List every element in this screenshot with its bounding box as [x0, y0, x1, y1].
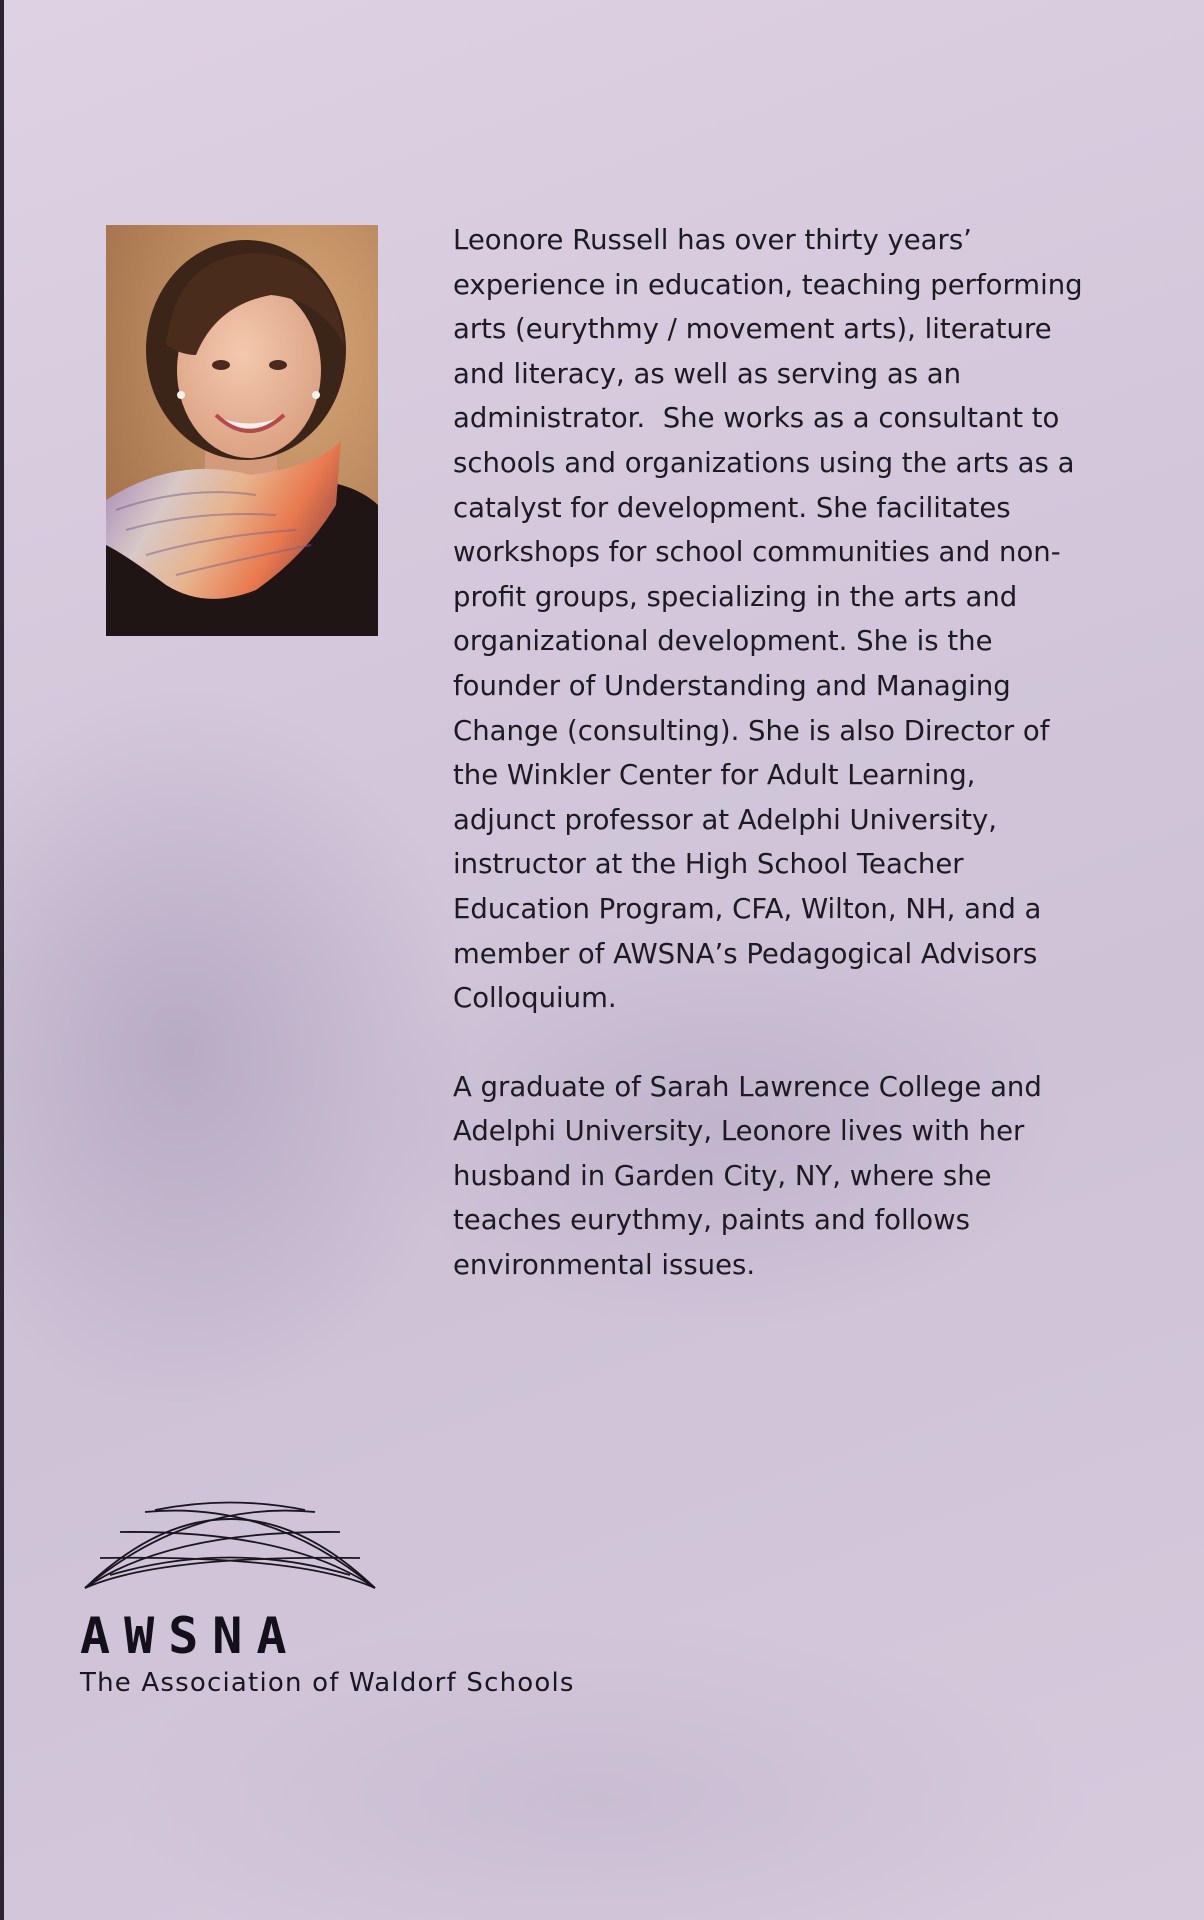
bio-paragraph-2	[453, 1065, 1133, 1288]
bio-line: Change (consulting). She is also Director of	[453, 714, 1050, 747]
logo-tagline: The Association of Waldorf Schools	[80, 1668, 575, 1698]
bio-line: profit groups, specializing in the arts and	[453, 580, 1018, 613]
awsna-wordmark	[80, 1603, 380, 1663]
bio-line: workshops for school communities and non-	[453, 536, 1061, 569]
bio-line: Education Program, CFA, Wilton, NH, and a	[453, 892, 1042, 925]
bio-paragraph-1	[453, 218, 1133, 1021]
bio-line: catalyst for development. She facilitates	[453, 491, 1011, 524]
author-portrait	[106, 225, 378, 636]
author-bio	[453, 218, 1133, 1288]
bio-line: adjunct professor at Adelphi University,	[453, 803, 998, 836]
bio-line: teaches eurythmy, paints and follows	[453, 1204, 970, 1237]
awsna-logo	[80, 1480, 660, 1710]
bio-line: founder of Understanding and Managing	[453, 669, 1011, 702]
page-edge	[0, 0, 4, 1920]
bio-line: the Winkler Center for Adult Learning,	[453, 759, 976, 792]
bio-line: schools and organizations using the arts as a	[453, 446, 1075, 479]
bio-line: organizational development. She is the	[453, 625, 993, 658]
bio-line: and literacy, as well as serving as an	[453, 357, 962, 390]
bio-line: Colloquium.	[453, 982, 617, 1015]
bio-line: experience in education, teaching performing	[453, 268, 1083, 301]
bio-line: administrator. She works as a consultant to	[453, 402, 1060, 435]
bio-line: instructor at the High School Teacher	[453, 848, 964, 881]
dome-icon	[80, 1480, 380, 1590]
bio-line: member of AWSNA’s Pedagogical Advisors	[453, 937, 1038, 970]
bio-line: A graduate of Sarah Lawrence College and	[453, 1070, 1042, 1103]
bio-line: Adelphi University, Leonore lives with her	[453, 1115, 1025, 1148]
bio-line: environmental issues.	[453, 1249, 756, 1282]
bio-line: husband in Garden City, NY, where she	[453, 1159, 992, 1192]
bio-line: Leonore Russell has over thirty years’	[453, 224, 972, 256]
bio-line: arts (eurythmy / movement arts), literature	[453, 313, 1052, 346]
svg-text:AWSNA: AWSNA	[80, 1607, 301, 1663]
